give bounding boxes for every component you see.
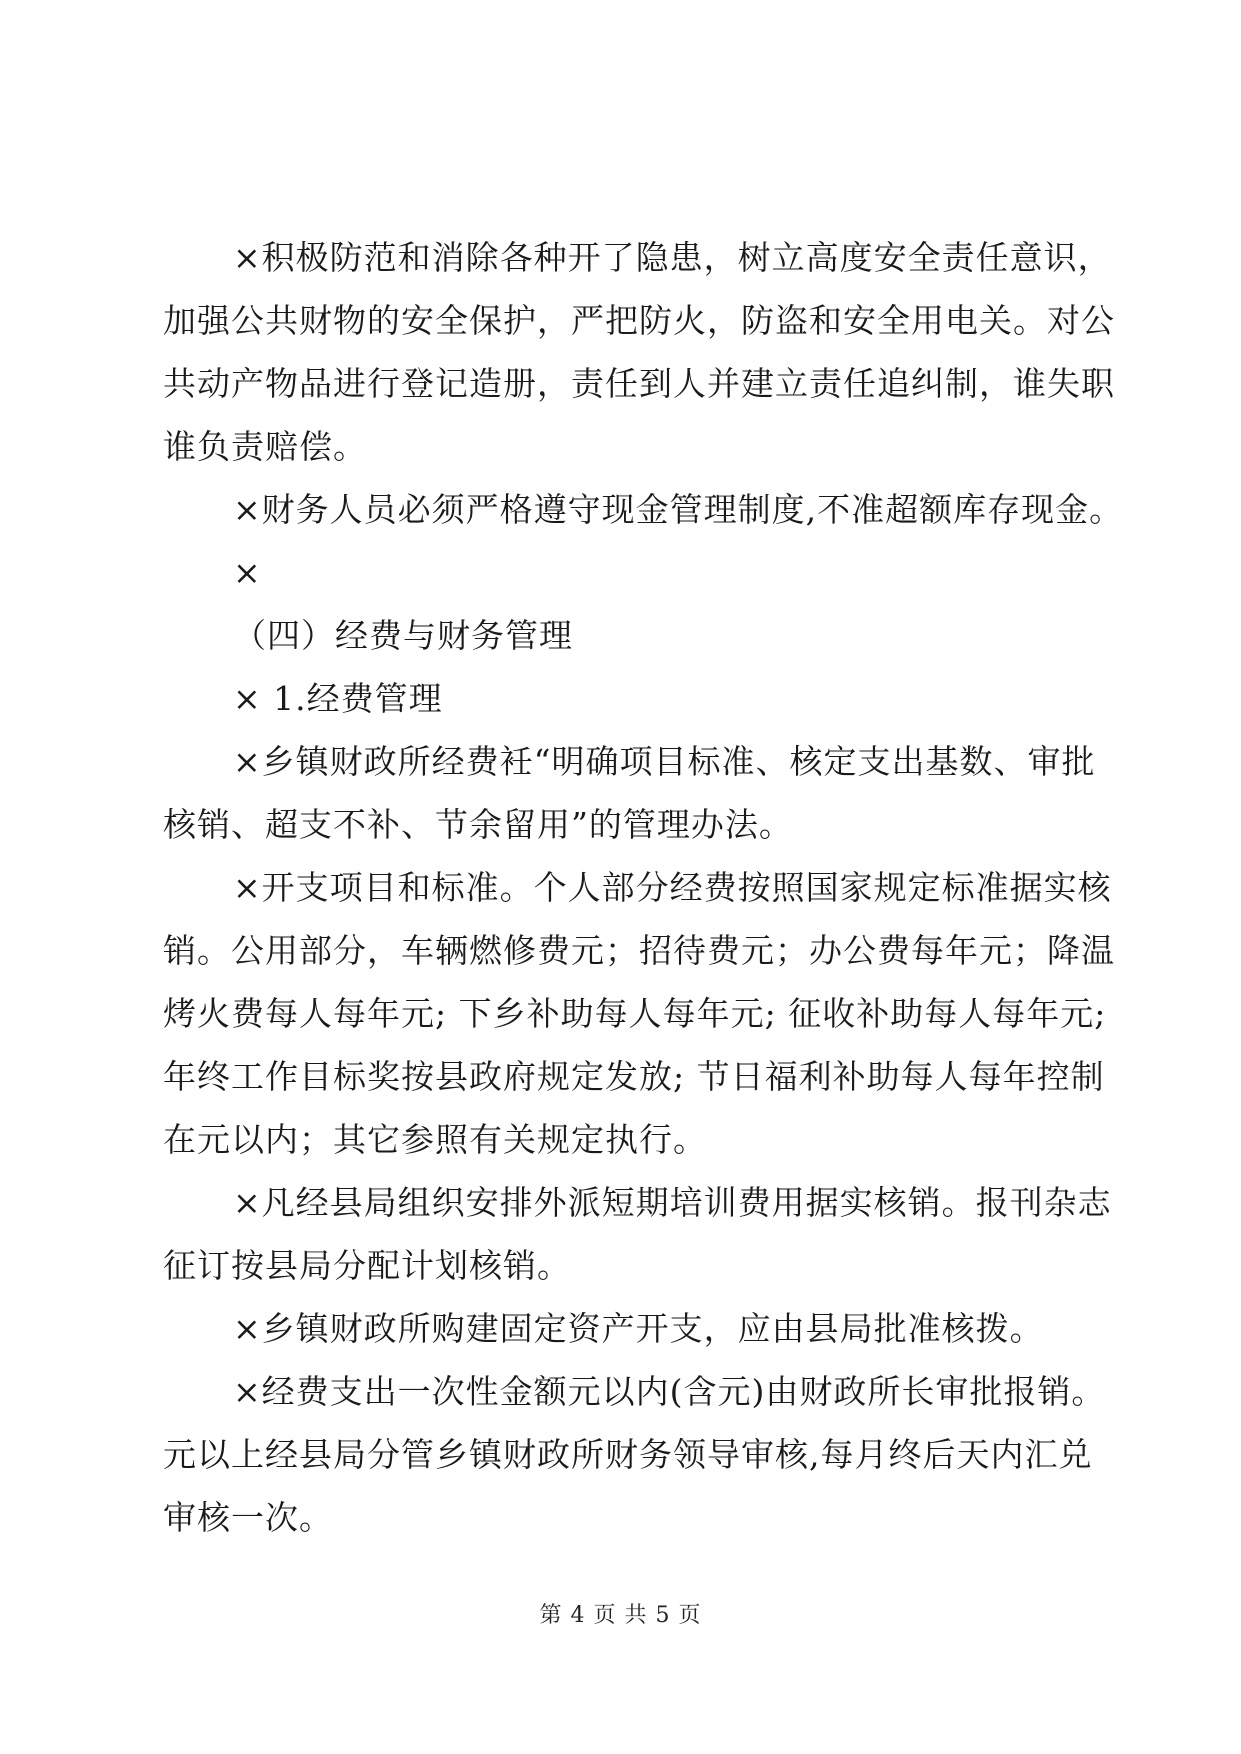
text-line: 在元以内；其它参照有关规定执行。 (163, 1120, 707, 1159)
text-line: 审核一次。 (163, 1498, 333, 1537)
paragraph-expense-standards (163, 856, 1115, 1171)
paragraph-cash-management (163, 478, 1124, 541)
text-line: 谁负责赔偿。 (163, 427, 367, 466)
text-line: 加强公共财物的安全保护，严把防火，防盗和安全用电关。对公 (163, 301, 1115, 340)
section-heading (163, 604, 1083, 667)
paragraph-training-costs (163, 1171, 1112, 1297)
text-line: 核销、超支不补、节余留用”的管理办法。 (163, 805, 793, 844)
heading-line: × 1.经费管理 (233, 679, 443, 718)
text-line: 销。公用部分，车辆燃修费元；招待费元；办公费每年元；降温 (163, 931, 1115, 970)
text-line: × (233, 553, 262, 592)
text-line: ×经费支出一次性金额元以内(含元)由财政所长审批报销。 (233, 1372, 1106, 1411)
heading-line: （四）经费与财务管理 (233, 616, 573, 655)
text-line: ×凡经县局组织安排外派短期培训费用据实核销。报刊杂志 (233, 1183, 1112, 1222)
text-line: ×开支项目和标准。个人部分经费按照国家规定标准据实核 (233, 868, 1112, 907)
text-line: ×乡镇财政所经费衽“明确项目标准、核定支出基数、审批 (233, 742, 1096, 781)
paragraph-funding-method (163, 730, 1096, 856)
paragraph-approval-limits (163, 1360, 1106, 1549)
text-line: ×财务人员必须严格遵守现金管理制度,不准超额库存现金。 (233, 490, 1124, 529)
text-line: 征订按县局分配计划核销。 (163, 1246, 571, 1285)
text-line: 共动产物品进行登记造册，责任到人并建立责任追纠制，谁失职 (163, 364, 1115, 403)
text-line: ×积极防范和消除各种开了隐患，树立高度安全责任意识， (233, 238, 1112, 277)
text-line: 年终工作目标奖按县政府规定发放; 节日福利补助每人每年控制 (163, 1057, 1105, 1096)
document-body (163, 226, 1124, 1549)
page-number-footer: 第 4 页 共 5 页 (539, 1603, 702, 1628)
text-line: 烤火费每人每年元; 下乡补助每人每年元; 征收补助每人每年元; (163, 994, 1107, 1033)
paragraph-empty-marker (163, 541, 1083, 604)
text-line: ×乡镇财政所购建固定资产开支，应由县局批准核拨。 (233, 1309, 1044, 1348)
subsection-heading (163, 667, 1083, 730)
paragraph-fixed-assets (163, 1297, 1083, 1360)
paragraph-security (163, 226, 1115, 478)
text-line: 元以上经县局分管乡镇财政所财务领导审核,每月终后天内汇兑 (163, 1435, 1093, 1474)
